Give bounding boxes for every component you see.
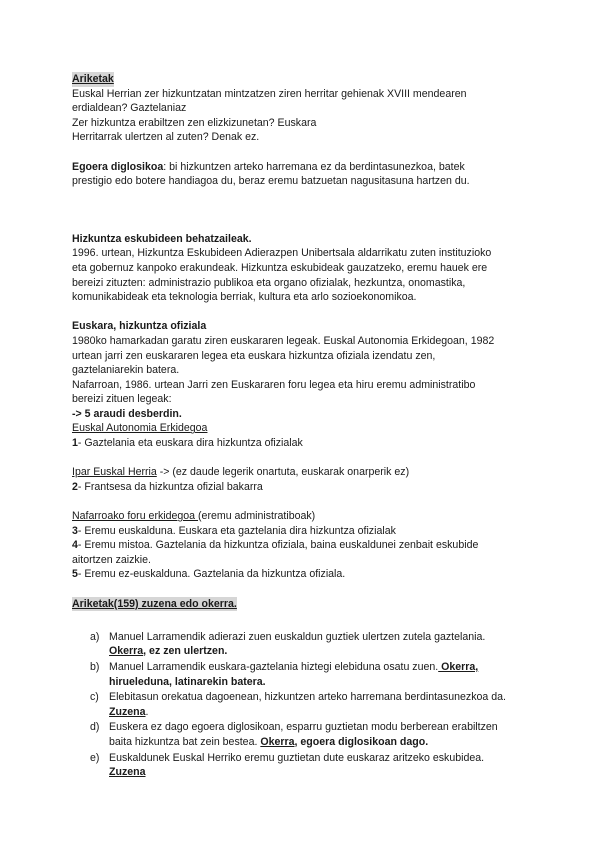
item-text: - Frantsesa da hizkuntza ofizial bakarra [77,480,263,493]
item-4 [72,538,532,553]
exercise-item-d [90,720,532,749]
answer-key: Zuzena [109,705,146,718]
exercise-statement: Euskera ez dago egoera diglosikoan, esparru guztietan modu berberean erabiltzen [109,721,498,734]
item-number: 1 [72,437,78,450]
ofiziala-heading: Euskara, hizkuntza ofiziala [72,320,207,333]
item-1 [72,436,532,451]
araudi-arrow: -> 5 araudi desberdin. [72,407,182,420]
egoera-paragraph-line2: prestigio edo botere handiagoa du, beraz eremu batzuetan nagusitasuna hartzen du. [72,175,470,188]
egoera-term: Egoera diglosikoa [72,160,164,173]
egoera-definition: : bi hizkuntzen arteko harremana ez da berdintasunezkoa, batek [163,160,465,173]
answer-explanation: , ez zen ulertzen. [143,645,228,658]
answer-key: Okerra [109,645,144,658]
item-4-continuation: aitortzen zaizkie. [72,553,151,566]
item-marker: d) [90,721,100,734]
item-number: 3 [72,524,78,537]
exercise-statement-line [109,660,532,675]
answer-key: Okerra, [438,660,479,673]
exercise-item-e [90,751,532,780]
egoera-paragraph-line1 [72,160,532,175]
answer-explanation: egoera diglosikoan dago. [297,735,429,748]
exercise-statement: Elebitasun orekatua dagoenean, hizkuntzen arteko harremana berdintasunezkoa da. [109,691,506,704]
ofiziala-line: Nafarroan, 1986. urtean Jarri zen Euskararen foru legea eta hiru eremu administratibo [72,378,476,391]
answer-key: Zuzena [109,766,146,779]
ipar-note: -> (ez daude legerik onartuta, euskarak onarperik ez) [156,466,410,479]
item-5 [72,567,532,582]
item-text: - Eremu mistoa. Gaztelania da hizkuntza ofiziala, baina euskaldunei zenbait eskubide [77,539,479,552]
item-number: 2 [72,480,78,493]
behatzaileak-line: eta gobernuz kanpoko erakundeak. Hizkuntza eskubideak gauzatzeko, eremu hauek ere [72,261,488,274]
exercise-answer [109,705,532,720]
item-text: - Eremu euskalduna. Euskara eta gaztelania dira hizkuntza ofizialak [77,524,396,537]
nafarroa-line [72,509,532,524]
ipar-subheading: Ipar Euskal Herria [72,466,157,479]
ofiziala-line: gaztelaniarekin batera. [72,364,180,377]
item-marker: a) [90,630,100,643]
ariketak159-heading: Ariketak(159) zuzena edo okerra. [72,597,237,610]
item-2 [72,480,532,495]
answer-explanation: hirueleduna, latinarekin batera. [109,675,266,688]
ariketak-line: Zer hizkuntza erabiltzen zen elizkizunetan? Euskara [72,116,317,129]
nafarroa-subheading: Nafarroako foru erkidegoa [72,510,199,523]
exercise-item-a [90,630,532,659]
nafarroa-note: (eremu administratiboak) [198,510,316,523]
exercise-answer [109,644,532,659]
exercise-statement: Manuel Larramendik euskara-gaztelania hiztegi elebiduna osatu zuen. [109,660,439,673]
item-3 [72,524,532,539]
exercise-list [90,630,532,780]
ariketak-line: Herritarrak ulertzen al zuten? Denak ez. [72,131,260,144]
behatzaileak-line: 1996. urtean, Hizkuntza Eskubideen Adierazpen Unibertsala aldarrikatu zuten instituzioko [72,247,492,260]
ariketak-line: Euskal Herrian zer hizkuntzatan mintzatzen ziren herritar gehienak XVIII mendearen [72,87,467,100]
exercise-statement-cont: baita hizkuntza bat zein bestea. [109,735,261,748]
behatzaileak-line: komunikabideak eta teknologia berriak, kultura eta arlo sozioekonomikoa. [72,291,417,304]
ofiziala-line: 1980ko hamarkadan garatu ziren euskararen legeak. Euskal Autonomia Erkidegoan, 1982 [72,334,495,347]
document-page [72,72,532,781]
exercise-statement: Euskaldunek Euskal Herriko eremu guztietan dute euskaraz aritzeko eskubidea. [109,751,485,764]
ofiziala-line: bereizi zituen legeak: [72,393,172,406]
ariketak-heading: Ariketak [72,73,114,85]
item-text: - Eremu ez-euskalduna. Gaztelania da hizkuntza ofiziala. [77,568,346,581]
behatzaileak-heading: Hizkuntza eskubideen behatzaileak. [72,232,252,245]
ofiziala-line: urtean jarri zen euskararen legea eta euskara hizkuntza ofiziala izendatu zen, [72,349,436,362]
exercise-item-c [90,690,532,719]
exercise-statement: Manuel Larramendik adierazi zuen euskaldun guztiek ulertzen zutela gaztelania. [109,630,486,643]
answer-explanation: . [145,705,149,718]
eae-subheading: Euskal Autonomia Erkidegoa [72,422,208,435]
item-marker: e) [90,751,100,764]
answer-key: Okerra, [260,735,298,748]
ariketak-line: erdialdean? Gaztelaniaz [72,102,187,115]
ipar-line [72,465,532,480]
exercise-answer [109,735,532,750]
item-number: 4 [72,539,78,552]
item-number: 5 [72,568,78,581]
item-marker: c) [90,691,99,704]
behatzaileak-line: bereizi zituzten: administrazio publikoa eta organo ofizialak, hezkuntza, onomastika, [72,276,466,289]
item-marker: b) [90,660,100,673]
item-text: - Gaztelania eta euskara dira hizkuntza ofizialak [77,437,303,450]
exercise-answer [109,765,532,780]
exercise-item-b [90,660,532,689]
